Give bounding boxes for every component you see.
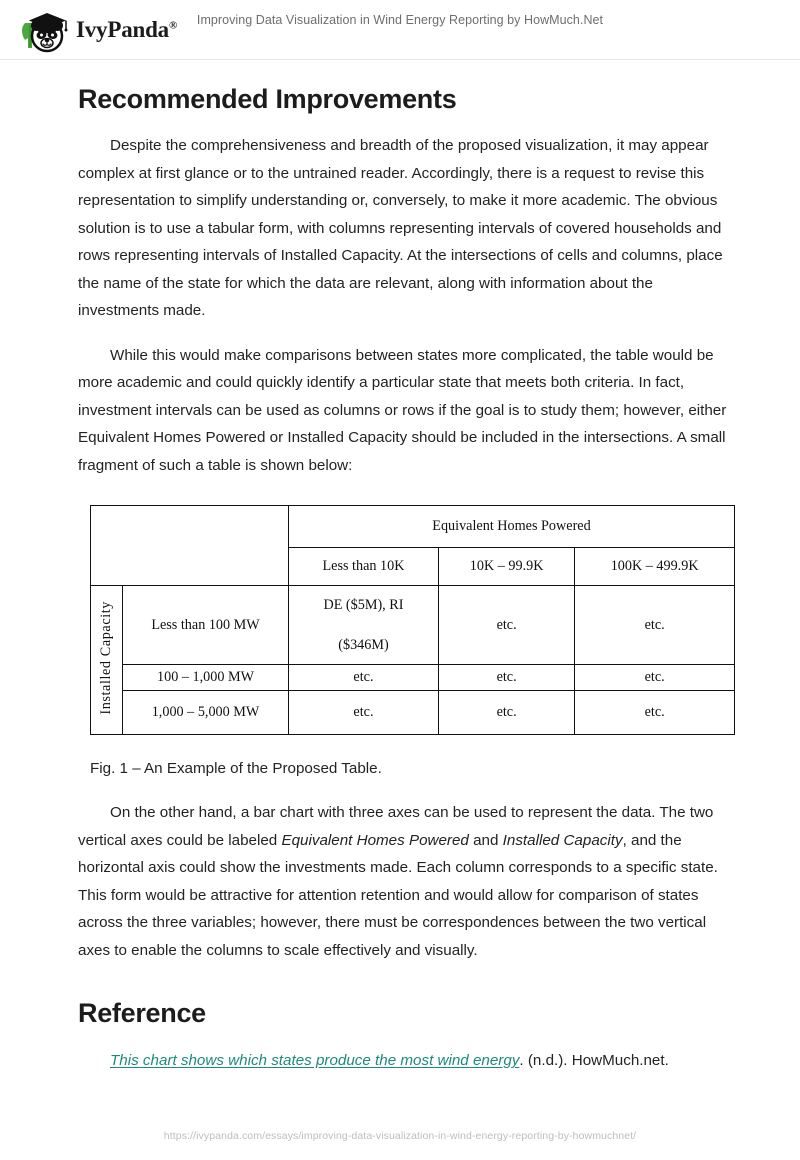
paragraph-3-emphasis-2: Installed Capacity (502, 831, 623, 849)
reference-entry (78, 1047, 730, 1075)
table-row-label-2: 1,000 – 5,000 MW (123, 691, 289, 735)
table-row (91, 691, 735, 735)
table-column-header-2: 100K – 499.9K (575, 548, 735, 586)
table-column-header-1: 10K – 99.9K (438, 548, 574, 586)
page-title: Recommended Improvements (78, 84, 457, 114)
document-title: Improving Data Visualization in Wind Energy Reporting by HowMuch.Net (196, 13, 604, 27)
table-cell-line-2: ($346M) (338, 637, 389, 653)
page-header (0, 0, 800, 60)
table-column-group-header: Equivalent Homes Powered (289, 506, 735, 548)
paragraph-3 (78, 799, 730, 964)
table-cell-line-1: DE ($5M), RI (323, 597, 404, 613)
paragraph-3-part-3: , and the horizontal axis could show the investments made. Each column corresponds to a specific state. This form would be attractive for attention retention and would allow for comparison of states across the three variables; however, there must be correspondences between the two vertical axes to enable the columns to scale effectively and visually. (78, 831, 718, 959)
reference-heading: Reference (78, 998, 206, 1028)
reference-entry-rest: . (n.d.). HowMuch.net. (519, 1052, 669, 1069)
paragraph-3-part-2: and (468, 831, 503, 849)
brand-name-text: IvyPanda (76, 17, 169, 42)
paragraph-3-part-1: On the other hand, a bar chart with three axes can be used to represent the data. The two vertical axes could be labeled (78, 804, 714, 849)
reference-source-link[interactable]: This chart shows which states produce the most wind energy (110, 1052, 520, 1069)
table-cell-0-0 (289, 586, 439, 665)
table-row-group-header (91, 586, 123, 735)
table-cell-1-1: etc. (438, 665, 574, 691)
table-cell-2-1: etc. (438, 691, 574, 735)
table-blank-corner (91, 506, 289, 586)
page-footer-url: https://ivypanda.com/essays/improving-data-visualization-in-wind-energy-reporting-by-howmuchnet/ (163, 1130, 637, 1142)
table-cell-1-2: etc. (575, 665, 735, 691)
table-column-header-0: Less than 10K (289, 548, 439, 586)
table-row-label-1: 100 – 1,000 MW (123, 665, 289, 691)
table-cell-2-0: etc. (289, 691, 439, 735)
paragraph-3-emphasis-1: Equivalent Homes Powered (281, 831, 469, 849)
proposed-table-figure (90, 505, 735, 735)
proposed-table (90, 505, 735, 735)
paragraph-1: Despite the comprehensiveness and breadth of the proposed visualization, it may appear complex at first glance or to the untrained reader. Accordingly, there is a request to revise this representation to simplify understanding or, conversely, to make it more academic. The obvious solution is to use a tabular form, with columns representing intervals of covered households and rows representing intervals of Installed Capacity. At the intersections of cells and columns, place the name of the state for which the data are relevant, along with information about the investments made. (78, 137, 723, 319)
table-row (91, 586, 735, 665)
figure-caption: Fig. 1 – An Example of the Proposed Table. (90, 760, 382, 777)
registered-trademark-icon: ® (168, 19, 178, 32)
table-cell-0-1: etc. (438, 586, 574, 665)
table-cell-0-2: etc. (575, 586, 735, 665)
document-body (0, 84, 800, 1075)
table-row-group-header-label: Installed Capacity (98, 600, 114, 715)
table-row-label-0: Less than 100 MW (123, 586, 289, 665)
paragraph-2: While this would make comparisons between states more complicated, the table would be more academic and could quickly identify a particular state that meets both criteria. In fact, investment intervals can be used as columns or rows if the goal is to study them; however, either Equivalent Homes Powered or Installed Capacity should be included in the intersections. A small fragment of such a table is shown below: (78, 346, 727, 474)
table-cell-2-2: etc. (575, 691, 735, 735)
table-row (91, 506, 735, 548)
table-row (91, 665, 735, 691)
table-cell-1-0: etc. (289, 665, 439, 691)
